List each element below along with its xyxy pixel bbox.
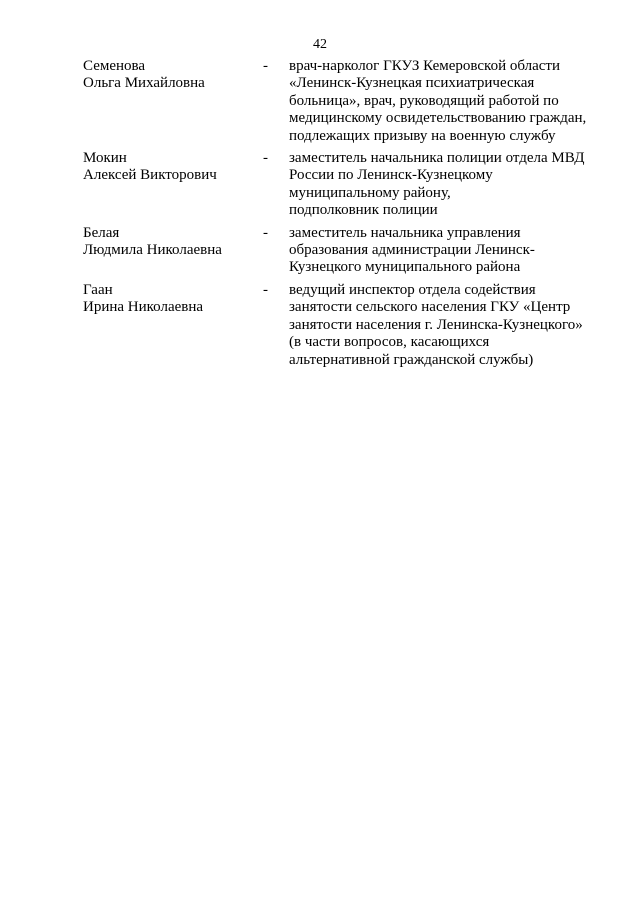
page-number: 42	[313, 37, 327, 52]
member-role	[289, 282, 603, 369]
member-role	[289, 225, 603, 277]
member-surname: Семенова	[83, 58, 146, 74]
role-line: образования администрации Ленинск-	[289, 242, 535, 259]
role-line: медицинскому освидетельствованию граждан,	[289, 110, 587, 127]
member-given-names: Ольга Михайловна	[83, 75, 205, 92]
role-line: подлежащих призыву на военную службу	[289, 127, 556, 144]
role-line: ведущий инспектор отдела содействия	[289, 281, 536, 298]
role-line: (в части вопросов, касающихся	[289, 334, 490, 351]
role-line: альтернативной гражданской службы)	[289, 351, 534, 368]
member-name	[83, 282, 263, 369]
member-given-names: Алексей Викторович	[83, 167, 217, 184]
member-given-names: Ирина Николаевна	[83, 299, 204, 316]
member-surname: Белая	[83, 224, 120, 241]
member-role	[289, 58, 603, 145]
entry-dash: -	[263, 150, 268, 167]
member-entry	[83, 150, 603, 220]
role-line: заместитель начальника полиции отдела МВД	[289, 150, 585, 167]
member-entry	[83, 58, 603, 145]
member-given-names: Людмила Николаевна	[83, 242, 222, 259]
entry-dash: -	[263, 58, 268, 74]
member-name	[83, 58, 263, 145]
role-line: муниципальному району,	[289, 184, 451, 201]
member-entry	[83, 282, 603, 369]
member-list	[83, 58, 603, 374]
role-line: подполковник полиции	[289, 202, 438, 219]
member-role	[289, 150, 603, 220]
member-surname: Мокин	[83, 150, 127, 167]
member-name	[83, 150, 263, 220]
entry-dash: -	[263, 224, 268, 241]
entry-dash: -	[263, 281, 268, 298]
role-line: занятости населения г. Ленинска-Кузнецкого»	[289, 316, 583, 333]
member-entry	[83, 225, 603, 277]
role-line: занятости сельского населения ГКУ «Центр	[289, 299, 571, 316]
role-line: врач-нарколог ГКУЗ Кемеровской области	[289, 58, 560, 74]
member-surname: Гаан	[83, 281, 113, 298]
role-line: заместитель начальника управления	[289, 224, 521, 241]
role-line: «Ленинск-Кузнецкая психиатрическая	[289, 75, 535, 92]
role-line: больница», врач, руководящий работой по	[289, 92, 559, 109]
role-line: России по Ленинск-Кузнецкому	[289, 167, 493, 184]
member-name	[83, 225, 263, 277]
role-line: Кузнецкого муниципального района	[289, 259, 521, 276]
